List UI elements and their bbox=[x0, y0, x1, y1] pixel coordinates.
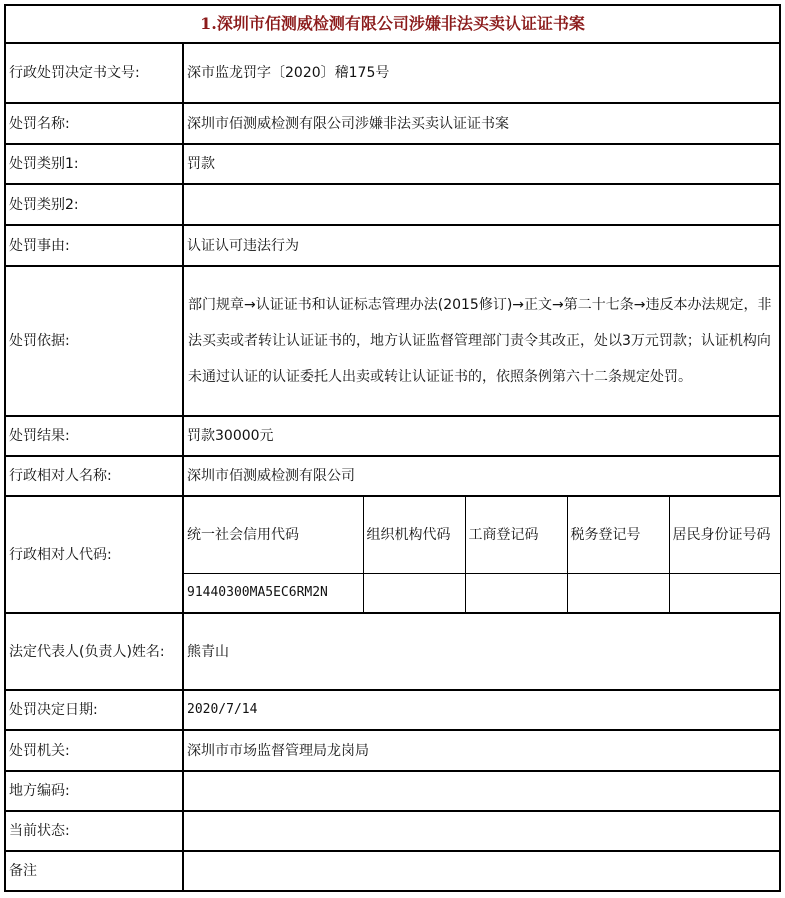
code-header-business: 工商登记码 bbox=[465, 496, 567, 573]
decision-date-label: 处罚决定日期: bbox=[5, 690, 183, 730]
penalty-result-label: 处罚结果: bbox=[5, 416, 183, 456]
penalty-result-value: 罚款30000元 bbox=[183, 416, 780, 456]
page-title: 1.深圳市佰测威检测有限公司涉嫌非法买卖认证证书案 bbox=[5, 5, 780, 43]
authority-label: 处罚机关: bbox=[5, 730, 183, 771]
party-name-value: 深圳市佰测威检测有限公司 bbox=[183, 456, 780, 496]
penalty-type1-value: 罚款 bbox=[183, 144, 780, 184]
remark-value bbox=[183, 851, 780, 891]
local-code-label: 地方编码: bbox=[5, 771, 183, 811]
status-value bbox=[183, 811, 780, 851]
legal-rep-value: 熊青山 bbox=[183, 613, 780, 690]
doc-no-value: 深市监龙罚字〔2020〕稽175号 bbox=[183, 43, 780, 103]
code-value-id bbox=[669, 573, 780, 613]
penalty-type1-label: 处罚类别1: bbox=[5, 144, 183, 184]
code-value-tax bbox=[567, 573, 669, 613]
remark-label: 备注 bbox=[5, 851, 183, 891]
penalty-name-label: 处罚名称: bbox=[5, 103, 183, 144]
code-value-credit: 91440300MA5EC6RM2N bbox=[183, 573, 363, 613]
code-header-id: 居民身份证号码 bbox=[669, 496, 780, 573]
penalty-name-value: 深圳市佰测威检测有限公司涉嫌非法买卖认证证书案 bbox=[183, 103, 780, 144]
doc-no-label: 行政处罚决定书文号: bbox=[5, 43, 183, 103]
code-value-business bbox=[465, 573, 567, 613]
party-code-label: 行政相对人代码: bbox=[5, 496, 183, 613]
local-code-value bbox=[183, 771, 780, 811]
authority-value: 深圳市市场监督管理局龙岗局 bbox=[183, 730, 780, 771]
code-header-tax: 税务登记号 bbox=[567, 496, 669, 573]
legal-rep-label: 法定代表人(负责人)姓名: bbox=[5, 613, 183, 690]
penalty-table bbox=[4, 4, 781, 892]
penalty-basis-label: 处罚依据: bbox=[5, 266, 183, 416]
decision-date-value: 2020/7/14 bbox=[183, 690, 780, 730]
party-name-label: 行政相对人名称: bbox=[5, 456, 183, 496]
code-value-org bbox=[363, 573, 465, 613]
code-header-credit: 统一社会信用代码 bbox=[183, 496, 363, 573]
penalty-reason-value: 认证认可违法行为 bbox=[183, 225, 780, 266]
code-header-org: 组织机构代码 bbox=[363, 496, 465, 573]
penalty-type2-label: 处罚类别2: bbox=[5, 184, 183, 225]
penalty-basis-value: 部门规章→认证证书和认证标志管理办法(2015修订)→正文→第二十七条→违反本办法规定，非法买卖或者转让认证证书的，地方认证监督管理部门责令其改正，处以3万元罚款；认证机构向未通过认证的认证委托人出卖或转让认证证书的，依照条例第六十二条规定处罚。 bbox=[183, 266, 780, 416]
status-label: 当前状态: bbox=[5, 811, 183, 851]
penalty-type2-value bbox=[183, 184, 780, 225]
penalty-reason-label: 处罚事由: bbox=[5, 225, 183, 266]
